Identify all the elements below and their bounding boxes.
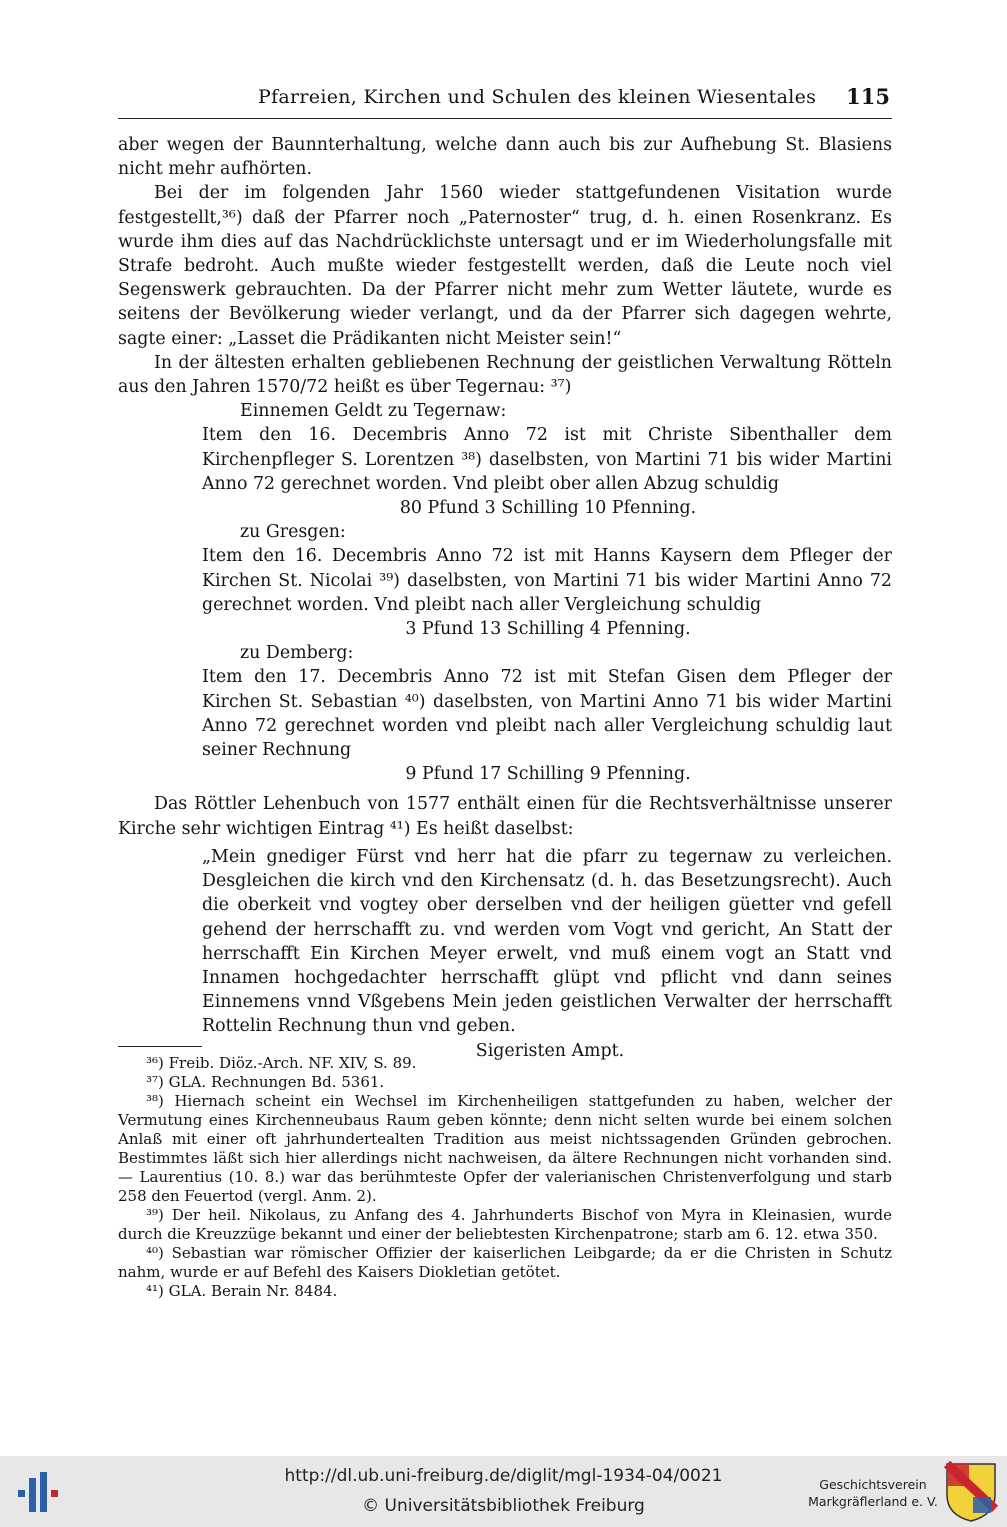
paragraph: aber wegen der Baunnterhaltung, welche dann auch bis zur Aufhebung St. Blasiens nicht mehr aufhörten. (118, 135, 892, 180)
quote-text: Item den 16. Decembris Anno 72 ist mit Christe Sibenthaller dem Kirchenpfleger S. Lorentzen ³⁸) daselbsten, von Martini 71 bis wider Martini Anno 72 gerechnet worden. Vnd pleibt ober allen Abzug schuldig (202, 425, 892, 494)
footnote: ³⁷) GLA. Rechnungen Bd. 5361. (146, 1073, 385, 1091)
running-title: Pfarreien, Kirchen und Schulen des kleinen Wiesentales (258, 86, 817, 108)
footnotes (118, 1054, 892, 1301)
quote-text: „Mein gnediger Fürst vnd herr hat die pfarr zu tegernaw zu verleichen. Desgleichen die kirch vnd den Kirchensatz (d. h. das Besetzungsrecht). Auch die oberkeit vnd vogtey ober derselben vnd der heiligen güetter vnd gefell gehend der herrschafft zu. vnd werden vom Vogt vnd gericht, An Statt der herrschafft Ein Kirchen Meyer erwelt, vnd muß einem vogt an Statt vnd Innamen hochgedachter herrschafft glüpt vnd pflicht vnd dann seines Einnemens vnnd Vßgebens Mein jeden geistlichen Verwalter der herrschafft Rottelin Rechnung thun vnd geben. (202, 846, 892, 1037)
society-line: Geschichtsverein (819, 1477, 927, 1492)
quote-heading: zu Demberg: (240, 643, 354, 664)
quote-text: Item den 17. Decembris Anno 72 ist mit Stefan Gisen dem Pfleger der Kirchen St. Sebastian ⁴⁰) daselbsten, von Martini Anno 71 bis wider Martini Anno 72 gerechnet worden vnd pleibt nach aller Vergleichung schuldig laut seiner Rechnung (202, 667, 892, 761)
paragraph: In der ältesten erhalten gebliebenen Rechnung der geistlichen Verwaltung Rötteln aus den Jahren 1570/72 heißt es über Tegernau: ³⁷) (118, 352, 892, 398)
footnote: ³⁹) Der heil. Nikolaus, zu Anfang des 4. Jahrhunderts Bischof von Myra in Kleinasien, wurde durch die Kreuzzüge bekannt und einer der beliebtesten Kirchenpatrone; starb am 6. 12. etwa 350. (118, 1206, 892, 1243)
footnote: ⁴⁰) Sebastian war römischer Offizier der kaiserlichen Leibgarde; da er die Christen in Schutz nahm, wurde er auf Befehl des Kaisers Diokletian getötet. (118, 1244, 892, 1281)
quote-sum: 3 Pfund 13 Schilling 4 Pfenning. (405, 619, 691, 640)
quote-heading: Einnemen Geldt zu Tegernaw: (240, 401, 507, 422)
quote-sum: 9 Pfund 17 Schilling 9 Pfenning. (405, 764, 691, 785)
quote-signature: Sigeristen Ampt. (475, 1040, 625, 1061)
page-number: 115 (846, 84, 890, 109)
footnote: ⁴¹) GLA. Berain Nr. 8484. (146, 1282, 338, 1300)
society-name (808, 1476, 938, 1510)
coat-of-arms-icon[interactable] (944, 1461, 998, 1523)
quote-sum: 80 Pfund 3 Schilling 10 Pfenning. (399, 498, 697, 519)
society-line: Markgräflerland e. V. (808, 1494, 938, 1509)
footnote-divider (118, 1046, 202, 1047)
quote-text: Item den 16. Decembris Anno 72 ist mit Hanns Kaysern dem Pfleger der Kirchen St. Nicolai ³⁹) daselbsten, von Martini 71 bis wider Martini Anno 72 gerechnet worden. Vnd pleibt nach aller Vergleichung schuldig (202, 546, 892, 615)
body-text (118, 133, 892, 1063)
paragraph: Bei der im folgenden Jahr 1560 wieder stattgefundenen Visitation wurde festgestellt,³⁶) daß der Pfarrer noch „Paternoster“ trug, d. h. einen Rosenkranz. Es wurde ihm dies auf das Nachdrücklichste untersagt und er im Wiederholungsfalle mit Strafe bedroht. Auch mußte wieder festgestellt werden, daß die Leute noch viel Segenswerk gebrauchten. Da der Pfarrer nicht mehr zum Wetter läutete, wurde es seitens der Bevölkerung wieder verlangt, und da der Pfarrer sich dagegen wehrte, sagte einer: „Lasset die Prädikanten nicht Meister sein!“ (118, 183, 892, 349)
document-url-link[interactable]: http://dl.ub.uni-freiburg.de/diglit/mgl-1934-04/0021 (284, 1466, 723, 1486)
footnote: ³⁶) Freib. Diöz.-Arch. NF. XIV, S. 89. (146, 1054, 417, 1072)
viewer-footer (0, 1456, 1007, 1527)
footnote: ³⁸) Hiernach scheint ein Wechsel im Kirchenheiligen stattgefunden zu haben, welcher der Vermutung eines Kirchenneubaus Raum geben könnte; denn nicht selten wurde bei einem solchen Anlaß mit einer oft jahrhundertealten Tradition aus meist nichtssagenden Gründen gebrochen. Bestimmtes läßt sich hier allerdings nicht nachweisen, da ältere Rechnungen nicht vorhanden sind. — Laurentius (10. 8.) war das berühmteste Opfer der valerianischen Christenverfolgung und starb 258 den Feuertod (vergl. Anm. 2). (118, 1092, 892, 1205)
copyright-text: © Universitätsbibliothek Freiburg (362, 1496, 645, 1516)
quote-heading: zu Gresgen: (240, 522, 346, 543)
page-header (118, 84, 892, 119)
paragraph: Das Röttler Lehenbuch von 1577 enthält einen für die Rechtsverhältnisse unserer Kirche sehr wichtigen Eintrag ⁴¹) Es heißt daselbst: (118, 794, 892, 839)
